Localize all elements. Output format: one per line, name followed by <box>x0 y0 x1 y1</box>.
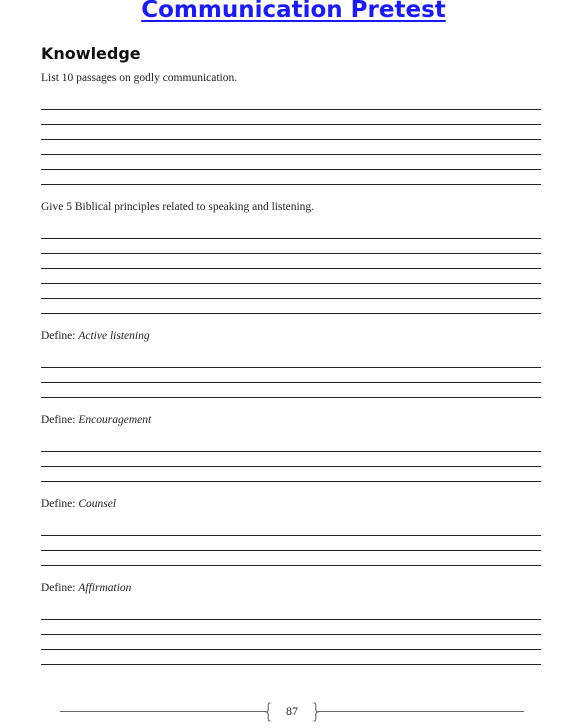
prompt-define-encouragement <box>41 414 151 426</box>
answer-line <box>41 382 541 383</box>
answer-line <box>41 619 541 620</box>
answer-line <box>41 253 541 254</box>
footer-rule-right <box>318 711 524 712</box>
answer-line <box>41 184 541 185</box>
define-term: Affirmation <box>78 582 132 594</box>
answer-line <box>41 154 541 155</box>
answer-line <box>41 124 541 125</box>
footer-rule-left <box>60 711 266 712</box>
prompt-list-passages: List 10 passages on godly communication. <box>41 72 238 84</box>
answer-line <box>41 298 541 299</box>
answer-line <box>41 139 541 140</box>
define-term: Counsel <box>78 498 117 510</box>
left-brace-icon: { <box>262 699 275 723</box>
answer-line <box>41 283 541 284</box>
define-term: Encouragement <box>78 414 152 426</box>
answer-line <box>41 109 541 110</box>
right-brace-icon: } <box>310 699 323 723</box>
answer-line <box>41 565 541 566</box>
answer-line <box>41 481 541 482</box>
prompt-define-affirmation <box>41 582 131 594</box>
prompt-biblical-principles: Give 5 Biblical principles related to speaking and listening. <box>41 201 315 213</box>
answer-line <box>41 535 541 536</box>
answer-line <box>41 397 541 398</box>
answer-line <box>41 649 541 650</box>
answer-line <box>41 169 541 170</box>
answer-line <box>41 268 541 269</box>
prompt-define-active-listening <box>41 330 150 342</box>
define-label: Define: <box>41 582 79 594</box>
answer-line <box>41 238 541 239</box>
prompt-define-counsel <box>41 498 116 510</box>
define-term: Active listening <box>78 330 150 342</box>
answer-line <box>41 550 541 551</box>
page-title: Communication Pretest <box>141 0 446 23</box>
answer-line <box>41 664 541 665</box>
answer-line <box>41 367 541 368</box>
define-label: Define: <box>41 498 79 510</box>
page-number: 87 <box>286 704 298 718</box>
answer-line <box>41 451 541 452</box>
section-heading-knowledge: Knowledge <box>41 44 141 63</box>
answer-line <box>41 634 541 635</box>
define-label: Define: <box>41 414 79 426</box>
answer-line <box>41 313 541 314</box>
define-label: Define: <box>41 330 79 342</box>
answer-line <box>41 466 541 467</box>
